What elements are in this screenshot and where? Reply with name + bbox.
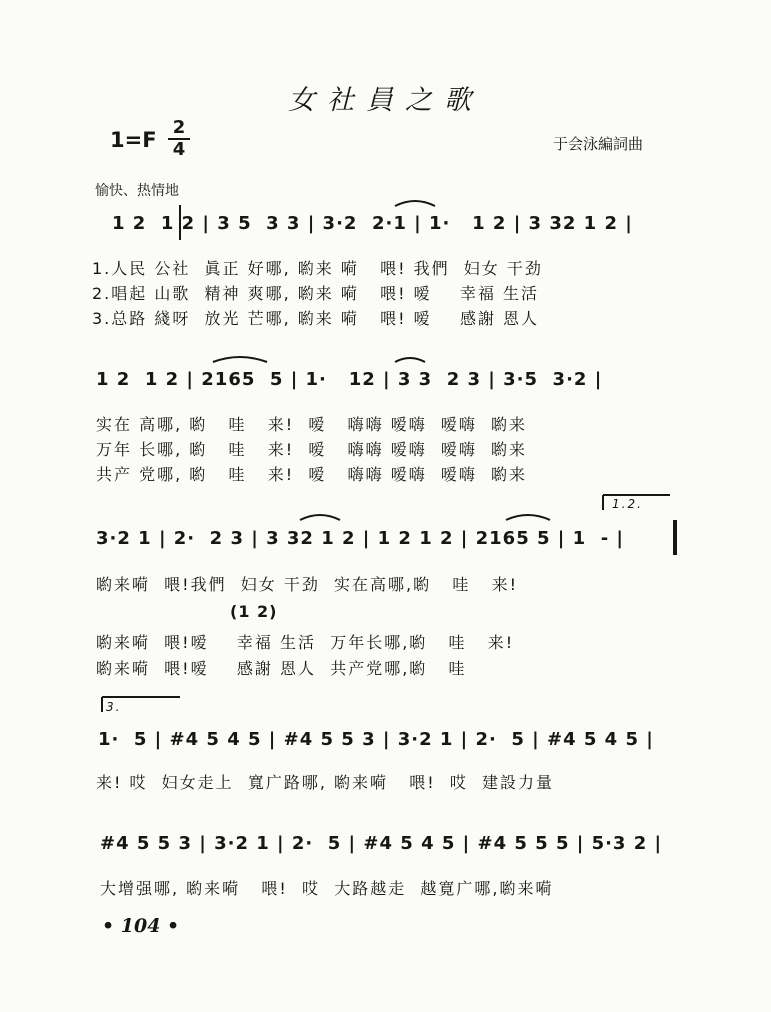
lyric-line-1-1: 1.人民 公社 眞正 好哪, 喲来 嗬 喂! 我們 妇女 干劲 (92, 259, 543, 278)
lyric-line-3-3: 喲来嗬 喂!嗳 感謝 恩人 共产党哪,喲 哇 (96, 659, 467, 678)
key-signature: 1=F (110, 128, 157, 152)
notation-line-4: 1· 5 | #4 5 4 5 | #4 5 5 3 | 3·2 1 | 2· 5 | #4 5 4 5 | (98, 729, 654, 750)
slur-5 (506, 515, 550, 520)
lyric-line-3-1: 喲来嗬 喂!我們 妇女 干劲 实在高哪,喲 哇 来! (96, 575, 519, 594)
lyric-line-1-2: 2.唱起 山歌 精神 爽哪, 喲来 嗬 喂! 嗳 幸福 生活 (92, 284, 540, 303)
notation-line-3: 3·2 1 | 2· 2 3 | 3 32 1 2 | 1 2 1 2 | 2165 5 | 1 - | (96, 528, 625, 549)
lyric-line-4-1: 来! 哎 妇女走上 寬广路哪, 喲来嗬 喂! 哎 建設力量 (96, 773, 555, 792)
time-numerator: 2 (168, 118, 190, 140)
lyric-line-2-1: 实在 高哪, 喲 哇 来! 嗳 嗨嗨 嗳嗨 嗳嗨 喲来 (96, 415, 528, 434)
tempo-marking: 愉快、热情地 (95, 183, 179, 199)
volta-bracket-2 (102, 697, 180, 712)
notation-line-5: #4 5 5 3 | 3·2 1 | 2· 5 | #4 5 4 5 | #4 5 5 5 | 5·3 2 | (100, 833, 663, 854)
alt-notes: (1 2) (230, 602, 278, 621)
volta-bracket-1 (603, 495, 670, 510)
slur-1 (395, 201, 435, 206)
slur-2 (213, 357, 267, 362)
page-number: • 104 • (102, 915, 180, 937)
time-denominator: 4 (172, 139, 186, 160)
lyric-line-1-3: 3.总路 綫呀 放光 芒哪, 喲来 嗬 喂! 嗳 感謝 恩人 (92, 309, 540, 328)
notation-line-2: 1 2 1 2 | 2165 5 | 1· 12 | 3 3 2 3 | 3·5 3·2 | (96, 369, 603, 390)
volta-3: 3. (106, 700, 122, 714)
lyric-line-5-1: 大增强哪, 喲来嗬 喂! 哎 大路越走 越寛广哪,喲来嗬 (100, 879, 554, 898)
lyric-line-2-2: 万年 长哪, 喲 哇 来! 嗳 嗨嗨 嗳嗨 嗳嗨 喲来 (96, 440, 528, 459)
slur-4 (300, 515, 340, 520)
slur-3 (395, 358, 425, 362)
song-title: 女社員之歌 (288, 85, 483, 116)
volta-1-2: 1.2. (612, 497, 643, 511)
composer-credit: 于会泳編詞曲 (553, 135, 644, 153)
notation-line-1: 1 2 1 2 | 3 5 3 3 | 3·2 2·1 | 1· 1 2 | 3 32 1 2 | (112, 213, 633, 234)
lyric-line-3-2: 喲来嗬 喂!嗳 幸福 生活 万年长哪,喲 哇 来! (96, 633, 515, 652)
lyric-line-2-3: 共产 党哪, 喲 哇 来! 嗳 嗨嗨 嗳嗨 嗳嗨 喲来 (96, 465, 528, 484)
